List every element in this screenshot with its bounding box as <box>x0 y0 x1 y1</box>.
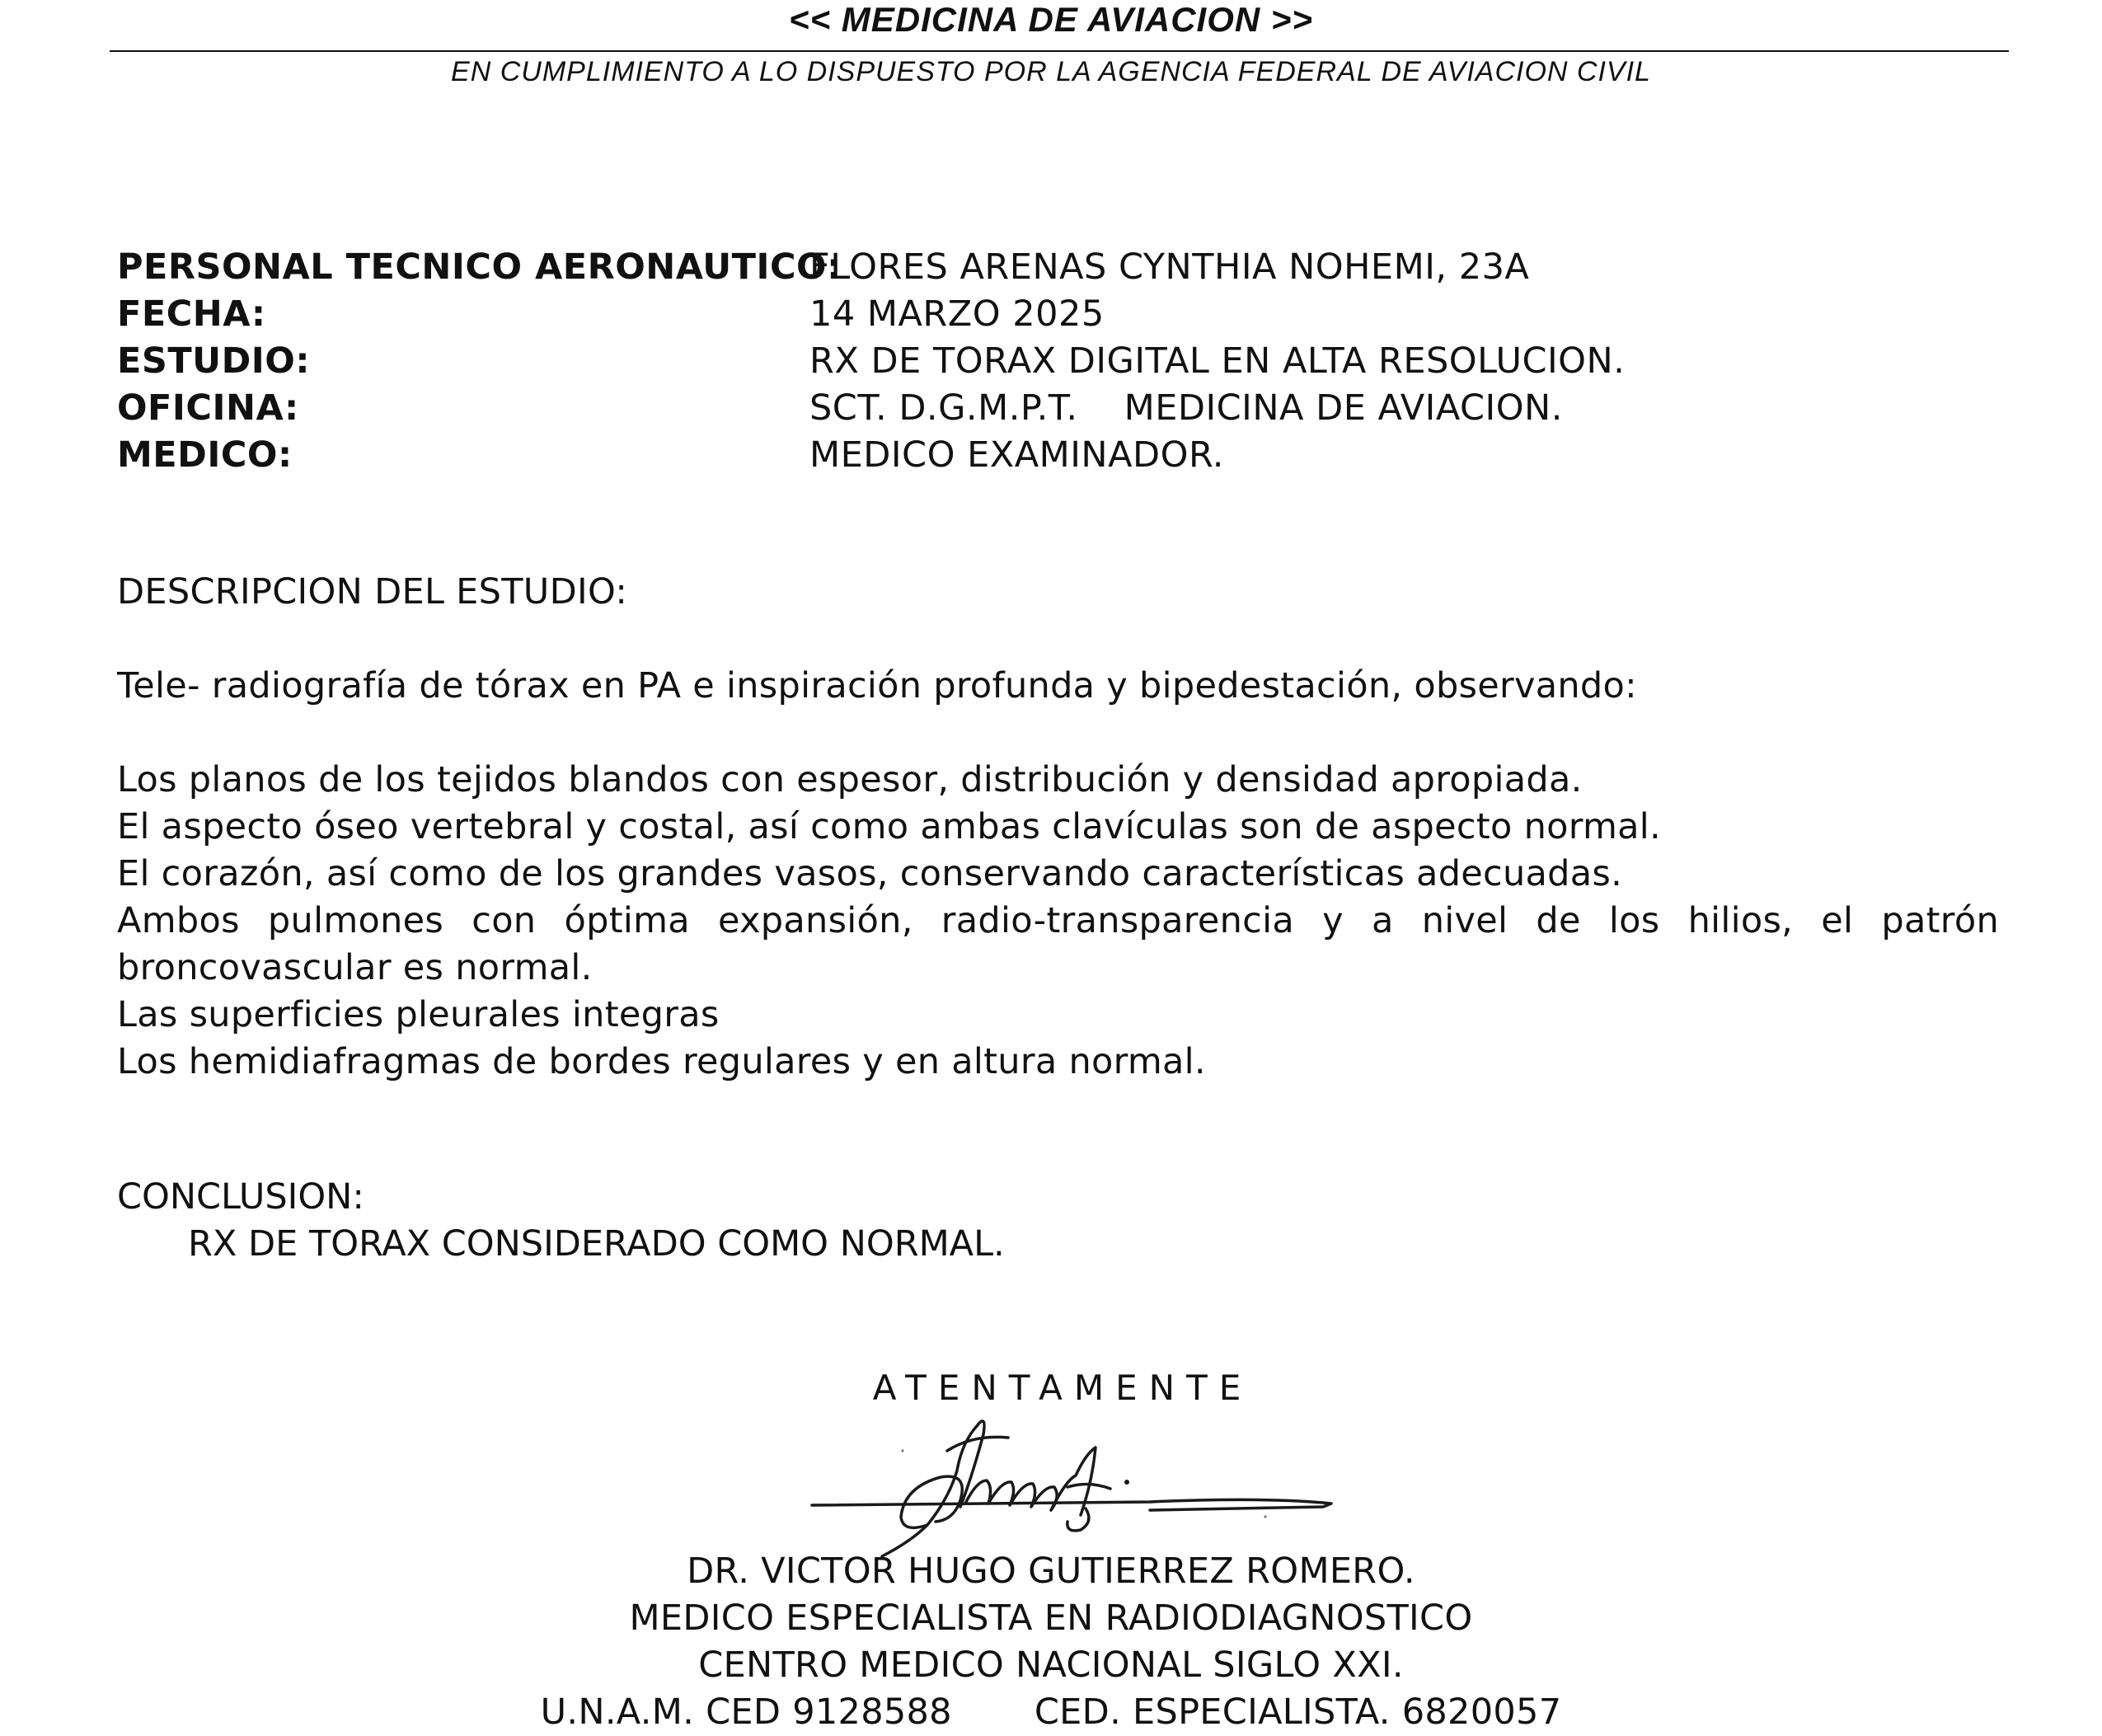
signatory-title: MEDICO ESPECIALISTA EN RADIODIAGNOSTICO <box>629 1598 1473 1639</box>
signatory-block <box>0 1548 2102 1736</box>
finding-item: El aspecto óseo vertebral y costal, así como ambas clavículas son de aspecto normal. <box>117 806 1662 847</box>
finding-item: Los hemidiafragmas de bordes regulares y en altura normal. <box>117 1041 1206 1082</box>
finding-item: Ambos pulmones con óptima expansión, radio-transparencia y a nivel de los hilios, el patrón broncovascular es normal. <box>117 900 1999 988</box>
header-title: << MEDICINA DE AVIACION >> <box>789 0 1313 39</box>
findings-list <box>117 757 1999 1086</box>
medico-label: MEDICO: <box>117 434 293 476</box>
closing-text: ATENTAMENTE <box>872 1368 1253 1408</box>
patient-info <box>117 246 2013 481</box>
ced-especialista: CED. ESPECIALISTA. 6820057 <box>1034 1691 1562 1733</box>
meta-row-personal <box>117 246 2013 293</box>
finding-item: El corazón, así como de los grandes vasos, conservando características adecuadas. <box>117 853 1623 894</box>
conclusion-text: RX DE TORAX CONSIDERADO COMO NORMAL. <box>188 1223 1005 1264</box>
signatory-credentials <box>0 1689 2102 1736</box>
handwritten-signature <box>804 1401 1340 1558</box>
finding-item: Los planos de los tejidos blandos con espesor, distribución y densidad apropiada. <box>117 759 1583 800</box>
description-intro: Tele- radiografía de tórax en PA e inspiración profunda y bipedestación, observando: <box>117 665 1637 706</box>
header-rule <box>110 50 2009 52</box>
conclusion-heading: CONCLUSION: <box>117 1176 364 1218</box>
oficina-value-2: MEDICINA DE AVIACION. <box>1124 387 1563 429</box>
meta-row-fecha <box>117 293 2013 340</box>
estudio-label: ESTUDIO: <box>117 340 311 382</box>
personal-value: FLORES ARENAS CYNTHIA NOHEMI, 23A <box>809 246 1530 288</box>
description-heading: DESCRIPCION DEL ESTUDIO: <box>117 571 628 612</box>
ced-unam: U.N.A.M. CED 9128588 <box>540 1691 952 1733</box>
finding-item: Las superficies pleurales integras <box>117 994 720 1035</box>
header-subtitle: EN CUMPLIMIENTO A LO DISPUESTO POR LA AGENCIA FEDERAL DE AVIACION CIVIL <box>451 56 1651 87</box>
meta-row-medico <box>117 434 2013 481</box>
signatory-name: DR. VICTOR HUGO GUTIERREZ ROMERO. <box>687 1551 1415 1592</box>
fecha-label: FECHA: <box>117 293 266 335</box>
oficina-value <box>809 387 1563 429</box>
oficina-label: OFICINA: <box>117 387 299 429</box>
oficina-value-1: SCT. D.G.M.P.T. <box>809 387 1078 429</box>
medico-value: MEDICO EXAMINADOR. <box>809 434 1224 476</box>
meta-row-estudio <box>117 340 2013 387</box>
meta-row-oficina <box>117 387 2013 434</box>
fecha-value: 14 MARZO 2025 <box>809 293 1105 335</box>
personal-label: PERSONAL TECNICO AERONAUTICO: <box>117 246 842 288</box>
signatory-institution: CENTRO MEDICO NACIONAL SIGLO XXI. <box>698 1645 1404 1686</box>
estudio-value: RX DE TORAX DIGITAL EN ALTA RESOLUCION. <box>809 340 1626 382</box>
